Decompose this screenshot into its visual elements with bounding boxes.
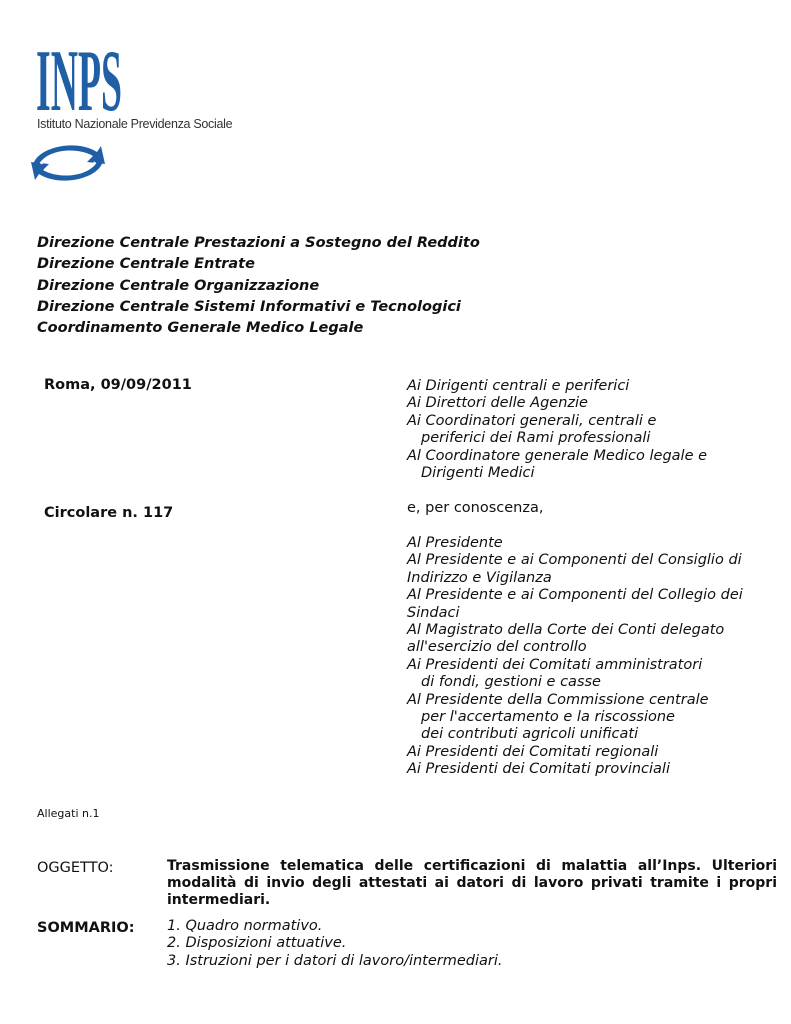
recipient-line: Ai Dirigenti centrali e periferici (407, 378, 630, 394)
recipient-line: Al Coordinatore generale Medico legale e (407, 447, 708, 464)
info-recipient-line: dei contributi agricoli unificati (421, 726, 639, 743)
logo-subtitle: Istituto Nazionale Previdenza Sociale (37, 117, 233, 131)
recipient-line: periferici dei Rami professionali (421, 430, 651, 447)
directorate-line: Direzione Centrale Sistemi Informativi e Tecnologici (37, 298, 461, 315)
directorate-line: Coordinamento Generale Medico Legale (37, 320, 364, 337)
info-recipient-line: di fondi, gestioni e casse (421, 674, 601, 691)
info-recipient-line: Al Presidente (407, 535, 503, 551)
logo-wordmark-text: INPS (36, 40, 122, 114)
directorate-line: Direzione Centrale Prestazioni a Sostegno del Reddito (37, 235, 480, 251)
info-recipient-line: per l'accertamento e la riscossione (421, 709, 675, 726)
subject-line: intermediari. (167, 892, 271, 908)
info-recipient-line: Ai Presidenti dei Comitati regionali (407, 743, 659, 760)
summary-item: 2. Disposizioni attuative. (167, 935, 347, 952)
attachments-count: Allegati n.1 (37, 807, 100, 820)
subject-text (167, 858, 777, 909)
circular-number: Circolare n. 117 (44, 505, 174, 521)
place-date: Roma, 09/09/2011 (44, 377, 192, 393)
directorate-line: Direzione Centrale Entrate (37, 256, 255, 273)
subject-label: OGGETTO: (37, 860, 114, 876)
summary-item: 3. Istruzioni per i datori di lavoro/intermediari. (167, 952, 503, 969)
info-recipient-line: Ai Presidenti dei Comitati provinciali (407, 761, 670, 778)
for-info-label: e, per conoscenza, (407, 500, 544, 516)
info-recipient-line: Indirizzo e Vigilanza (407, 569, 552, 586)
subject-line: modalità di invio degli attestati ai datori di lavoro privati tramite i propri (167, 875, 777, 891)
subject-line: Trasmissione telematica delle certificazioni di malattia all’Inps. Ulteriori (167, 858, 777, 874)
info-recipient-line: Al Presidente della Commissione centrale (407, 691, 709, 708)
recipient-line: Ai Coordinatori generali, centrali e (407, 412, 657, 429)
summary-list (167, 918, 503, 970)
summary-label: SOMMARIO: (37, 920, 135, 936)
info-recipient-line: Sindaci (407, 604, 460, 621)
issuing-directorates (37, 233, 480, 339)
info-recipient-line: Al Magistrato della Corte dei Conti delegato (407, 622, 725, 639)
recipients-list (407, 378, 777, 482)
info-recipient-line: Ai Presidenti dei Comitati amministratori (407, 656, 703, 673)
directorate-line: Direzione Centrale Organizzazione (37, 277, 320, 294)
summary-item: 1. Quadro normativo. (167, 918, 323, 934)
recipient-line: Dirigenti Medici (421, 465, 535, 482)
info-recipient-line: Al Presidente e ai Componenti del Collegio dei (407, 587, 743, 604)
circular-arrows-icon (27, 140, 109, 186)
recipient-line: Ai Direttori delle Agenzie (407, 395, 588, 412)
info-recipient-line: all'esercizio del controllo (407, 639, 587, 656)
info-recipients-list (407, 535, 777, 779)
inps-logo-wordmark (36, 40, 122, 114)
info-recipient-line: Al Presidente e ai Componenti del Consiglio di (407, 552, 742, 569)
